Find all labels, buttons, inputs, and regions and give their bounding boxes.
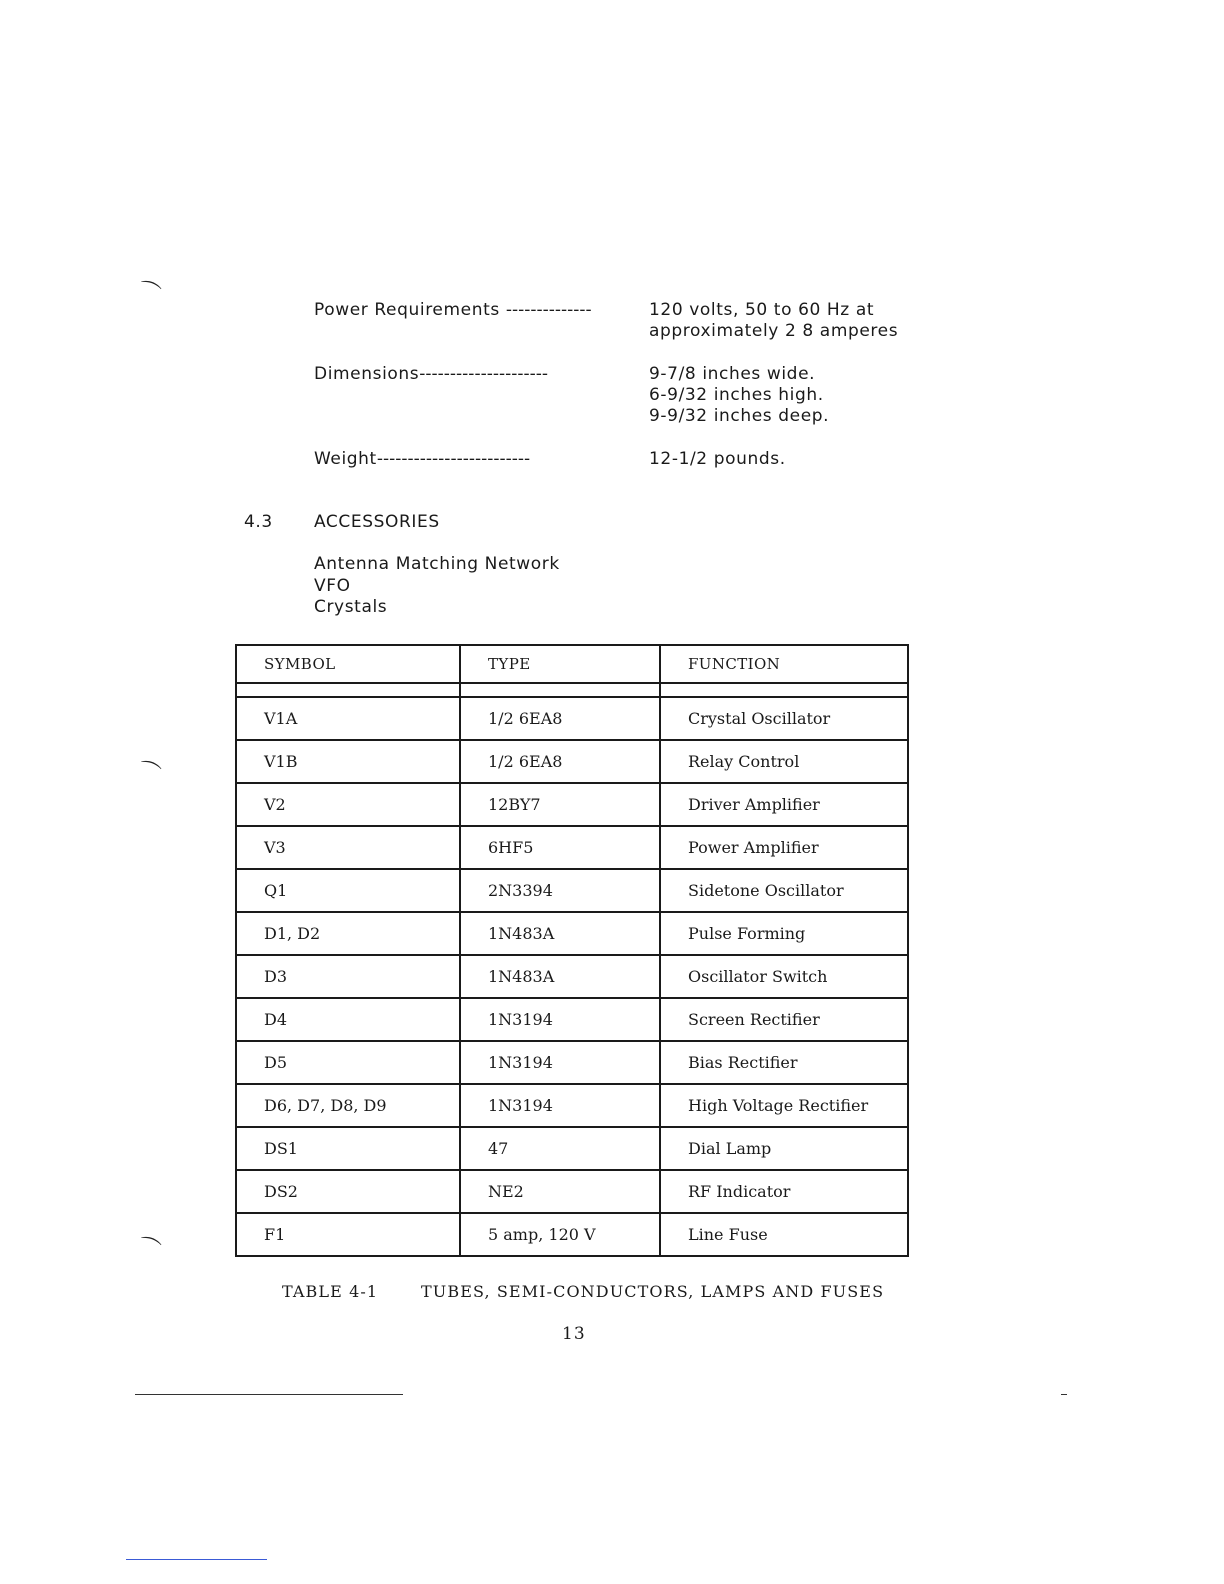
spec-label: Dimensions: [314, 364, 420, 384]
cell-symbol: V3: [236, 826, 460, 869]
column-header-symbol: SYMBOL: [236, 645, 460, 683]
table-row: [236, 998, 908, 1041]
table-header-row: [236, 645, 908, 683]
cell-type: 1N3194: [460, 998, 660, 1041]
table-row: [236, 869, 908, 912]
cell-symbol: V2: [236, 783, 460, 826]
cell-type: 47: [460, 1127, 660, 1170]
cell-function: Oscillator Switch: [660, 955, 908, 998]
table-caption-title: TUBES, SEMI-CONDUCTORS, LAMPS AND FUSES: [421, 1282, 885, 1301]
spec-power-values: [649, 300, 898, 342]
table-caption-number: TABLE 4-1: [282, 1282, 379, 1301]
spec-value: 120 volts, 50 to 60 Hz at: [649, 300, 875, 320]
footer-divider: [135, 1394, 403, 1395]
spec-leader: --------------: [505, 300, 592, 320]
table-row: [236, 740, 908, 783]
cell-function: Sidetone Oscillator: [660, 869, 908, 912]
spec-label: Weight: [314, 449, 377, 469]
cell-type: 12BY7: [460, 783, 660, 826]
spec-power-requirements: [314, 300, 592, 321]
cell-symbol: V1B: [236, 740, 460, 783]
cell-function: Driver Amplifier: [660, 783, 908, 826]
cell-type: 6HF5: [460, 826, 660, 869]
cell-type: 1N483A: [460, 912, 660, 955]
column-header-function: FUNCTION: [660, 645, 908, 683]
cell-symbol: D1, D2: [236, 912, 460, 955]
cell-symbol: V1A: [236, 697, 460, 740]
spec-weight-values: [649, 449, 786, 470]
spec-weight: [314, 449, 530, 470]
cell-type: 1/2 6EA8: [460, 740, 660, 783]
table-row: [236, 1127, 908, 1170]
table-row: [236, 697, 908, 740]
list-item: Antenna Matching Network: [314, 554, 560, 574]
cell-type: 1N3194: [460, 1041, 660, 1084]
spec-value: approximately 2 8 amperes: [649, 321, 899, 341]
cell-function: Dial Lamp: [660, 1127, 908, 1170]
margin-mark-icon: ⌒: [133, 757, 163, 789]
page-number: 13: [562, 1324, 586, 1344]
cell-type: 1N3194: [460, 1084, 660, 1127]
table-row: [236, 826, 908, 869]
cell-function: Line Fuse: [660, 1213, 908, 1256]
section-number: 4.3: [244, 512, 273, 532]
margin-mark-icon: ⌒: [133, 277, 163, 309]
bottom-rule: [126, 1559, 267, 1560]
margin-mark-icon: ⌒: [133, 1233, 163, 1265]
table-row: [236, 912, 908, 955]
spec-label: Power Requirements: [314, 300, 500, 320]
accessories-list: [314, 554, 560, 619]
cell-symbol: Q1: [236, 869, 460, 912]
table-spacer-row: [236, 683, 908, 697]
spec-value: 12-1/2 pounds.: [649, 449, 786, 469]
footer-divider-mark: [1061, 1394, 1067, 1395]
parts-table: [235, 644, 909, 1257]
spec-leader: ---------------------: [419, 364, 549, 384]
cell-symbol: D5: [236, 1041, 460, 1084]
cell-type: 1N483A: [460, 955, 660, 998]
cell-function: Crystal Oscillator: [660, 697, 908, 740]
cell-type: 2N3394: [460, 869, 660, 912]
cell-function: Bias Rectifier: [660, 1041, 908, 1084]
cell-function: High Voltage Rectifier: [660, 1084, 908, 1127]
cell-symbol: D6, D7, D8, D9: [236, 1084, 460, 1127]
table-row: [236, 1213, 908, 1256]
table-row: [236, 1170, 908, 1213]
cell-symbol: D3: [236, 955, 460, 998]
spec-value: 9-9/32 inches deep.: [649, 406, 830, 426]
list-item: Crystals: [314, 597, 388, 617]
column-header-type: TYPE: [460, 645, 660, 683]
list-item: VFO: [314, 575, 351, 596]
cell-function: Power Amplifier: [660, 826, 908, 869]
cell-function: RF Indicator: [660, 1170, 908, 1213]
cell-symbol: DS2: [236, 1170, 460, 1213]
spec-dimensions: [314, 364, 548, 385]
table-row: [236, 783, 908, 826]
table-row: [236, 955, 908, 998]
cell-function: Relay Control: [660, 740, 908, 783]
cell-symbol: F1: [236, 1213, 460, 1256]
cell-type: 5 amp, 120 V: [460, 1213, 660, 1256]
section-heading: ACCESSORIES: [314, 512, 440, 532]
cell-function: Pulse Forming: [660, 912, 908, 955]
spec-value: 9-7/8 inches wide.: [649, 364, 816, 384]
spec-dimensions-values: [649, 364, 829, 427]
table-row: [236, 1084, 908, 1127]
cell-type: NE2: [460, 1170, 660, 1213]
cell-function: Screen Rectifier: [660, 998, 908, 1041]
cell-symbol: D4: [236, 998, 460, 1041]
spec-value: 6-9/32 inches high.: [649, 385, 824, 405]
cell-symbol: DS1: [236, 1127, 460, 1170]
table-body: [236, 683, 908, 1256]
cell-type: 1/2 6EA8: [460, 697, 660, 740]
table-row: [236, 1041, 908, 1084]
spec-leader: -------------------------: [376, 449, 531, 469]
